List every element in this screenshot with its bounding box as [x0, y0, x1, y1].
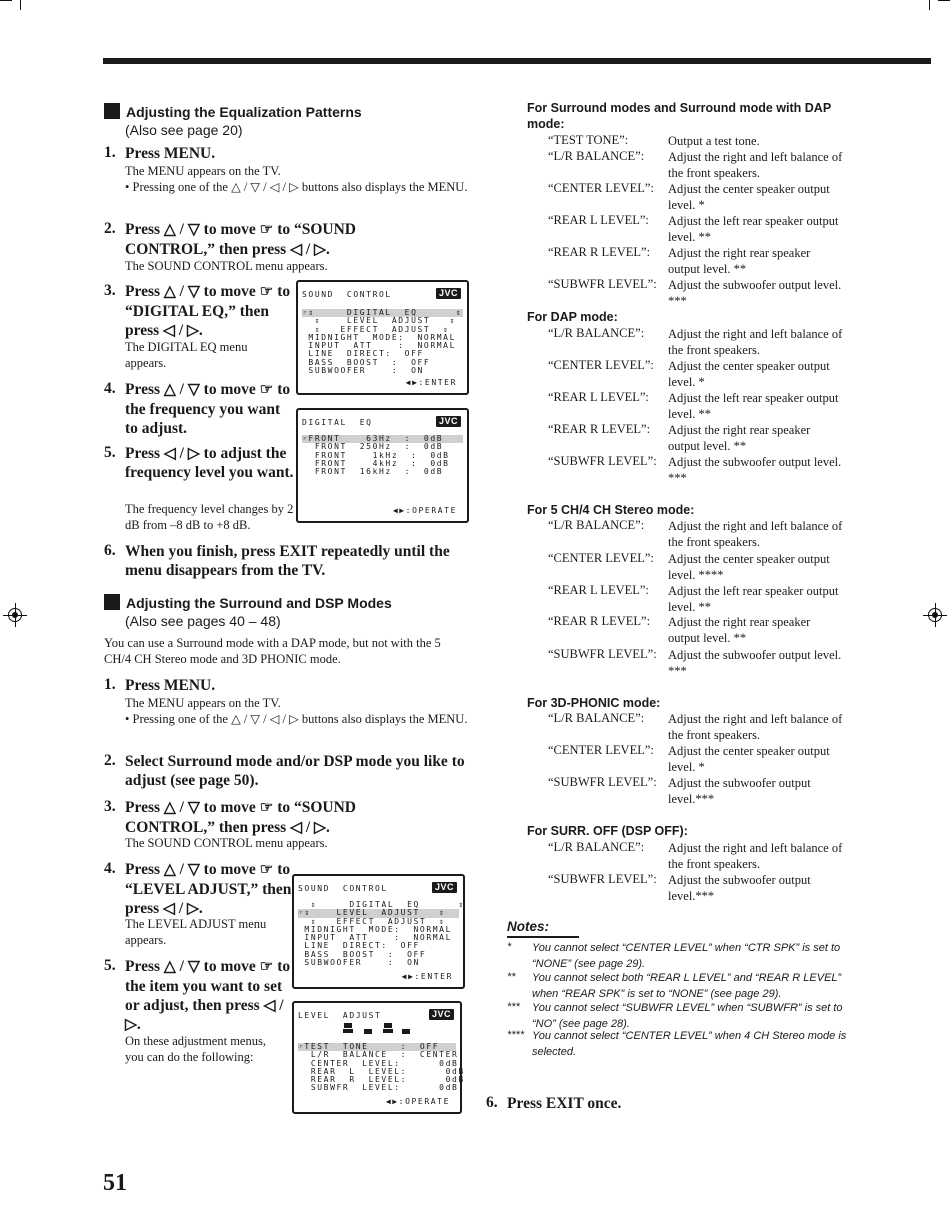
screen-row: MIDNIGHT MODE: NORMAL: [302, 332, 456, 342]
setting-label: “SUBWFR LEVEL”:: [548, 454, 657, 468]
setting-label: “REAR R LEVEL”:: [548, 245, 651, 259]
pointer-hand-icon: ☞: [259, 959, 274, 975]
setting-label: “TEST TONE”:: [548, 133, 629, 147]
screen-row: FRONT 1kHz : 0dB: [302, 450, 450, 460]
screen-rows: [298, 900, 465, 968]
screen-title: DIGITAL EQ: [302, 418, 373, 427]
setting-description: Adjust the center speaker output level. *: [668, 359, 830, 389]
top-rule: [103, 58, 931, 64]
setting-label: “REAR L LEVEL”:: [548, 213, 649, 227]
setting-description: Adjust the center speaker output level. *: [668, 744, 830, 774]
page-number: 51: [103, 1170, 127, 1196]
setting-label: “L/R BALANCE”:: [548, 326, 645, 340]
pointer-hand-icon: ☞: [259, 222, 274, 238]
screen-rows: [298, 1042, 465, 1093]
screen-row: L/R BALANCE : CENTER: [298, 1050, 459, 1060]
screen-row: LINE DIRECT: OFF: [302, 349, 424, 359]
surr-step-5-body: On these adjustment menus, you can do the following:: [125, 1034, 266, 1064]
pointer-hand-icon: ☞: [259, 382, 274, 398]
setting-description: Adjust the center speaker output level. *: [668, 182, 830, 212]
screen-row: INPUT ATT : NORMAL: [302, 341, 456, 351]
screen-row: SUBWOOFER : ON: [298, 958, 420, 968]
setting-label: “SUBWFR LEVEL”:: [548, 647, 657, 661]
setting-description: Adjust the right and left balance of the front speakers.: [668, 150, 843, 180]
jvc-logo: JVC: [436, 416, 461, 427]
surr-step-2-number: 2.: [104, 752, 116, 769]
mode-group-heading: For DAP mode:: [527, 310, 618, 324]
mode-group-heading: For SURR. OFF (DSP OFF):: [527, 824, 688, 838]
pointer-hand-icon: ☞: [259, 862, 274, 878]
screen-footer: ◀▶:OPERATE: [392, 506, 457, 515]
setting-label: “SUBWFR LEVEL”:: [548, 872, 657, 886]
setting-description: Adjust the left rear speaker output level. **: [668, 391, 839, 421]
jvc-logo: JVC: [429, 1009, 454, 1020]
setting-label: “CENTER LEVEL”:: [548, 358, 654, 372]
eq-step-2-body: The SOUND CONTROL menu appears.: [125, 259, 328, 273]
level-adjust-screen: [292, 1001, 465, 1114]
note-marker: **: [507, 971, 516, 983]
setting-description: Output a test tone.: [668, 134, 760, 148]
setting-label: “SUBWFR LEVEL”:: [548, 277, 657, 291]
screen-row: BASS BOOST : OFF: [298, 949, 427, 959]
eq-step-5-body: The frequency level changes by 2 dB from –8 dB to +8 dB.: [125, 502, 294, 532]
surr-step-3-body: The SOUND CONTROL menu appears.: [125, 836, 328, 850]
screen-title: LEVEL ADJUST: [298, 1011, 382, 1020]
eq-step-6-number: 6.: [104, 542, 116, 559]
right-step-6-title: Press EXIT once.: [507, 1095, 622, 1112]
setting-description: Adjust the subwoofer output level.***: [668, 776, 811, 806]
setting-description: Adjust the right and left balance of the front speakers.: [668, 712, 843, 742]
screen-footer: ◀▶:ENTER: [401, 972, 453, 981]
speaker-layout-icon: [338, 1021, 418, 1037]
screen-title: SOUND CONTROL: [298, 884, 388, 893]
screen-row: FRONT 4kHz : 0dB: [302, 458, 450, 468]
setting-label: “REAR L LEVEL”:: [548, 390, 649, 404]
screen-row: ⇕ EFFECT ADJUST ⇕: [302, 324, 450, 334]
eq-step-1-number: 1.: [104, 144, 116, 161]
sound-control-screen-2: [292, 874, 465, 989]
registration-mark-left-icon: [3, 603, 27, 627]
eq-step-5-number: 5.: [104, 444, 116, 461]
surround-intro: You can use a Surround mode with a DAP mode, but not with the 5 CH/4 CH Stereo mode and 3D PHONIC mode.: [104, 636, 441, 666]
setting-label: “L/R BALANCE”:: [548, 711, 645, 725]
setting-label: “CENTER LEVEL”:: [548, 181, 654, 195]
setting-label: “REAR L LEVEL”:: [548, 583, 649, 597]
setting-label: “CENTER LEVEL”:: [548, 743, 654, 757]
surr-step-4-title: Press △ / ▽ to move ☞ to “LEVEL ADJUST,” then press ◁ / ▷.: [125, 861, 292, 917]
setting-description: Adjust the left rear speaker output level. **: [668, 214, 839, 244]
sound-control-screen-1: [296, 280, 469, 395]
eq-step-3-body: The DIGITAL EQ menu appears.: [125, 340, 248, 370]
setting-label: “CENTER LEVEL”:: [548, 551, 654, 565]
surr-step-2-title: Select Surround mode and/or DSP mode you like to adjust (see page 50).: [125, 753, 465, 789]
eq-step-4-title: Press △ / ▽ to move ☞ to the frequency you want to adjust.: [125, 381, 291, 437]
setting-label: “L/R BALANCE”:: [548, 518, 645, 532]
surround-heading: Adjusting the Surround and DSP Modes: [104, 594, 392, 611]
screen-row: INPUT ATT : NORMAL: [298, 933, 452, 943]
eq-step-6-title: When you finish, press EXIT repeatedly until the menu disappears from the TV.: [125, 543, 450, 579]
eq-step-5-title: Press ◁ / ▷ to adjust the frequency level you want.: [125, 445, 294, 481]
setting-description: Adjust the right rear speaker output level. **: [668, 423, 811, 453]
notes-underline: [507, 936, 579, 938]
note-text: You cannot select “CENTER LEVEL” when “CTR SPK” is set to “NONE” (see page 29).: [532, 942, 841, 970]
eq-heading: Adjusting the Equalization Patterns: [104, 103, 362, 120]
setting-label: “L/R BALANCE”:: [548, 840, 645, 854]
eq-step-3-title: Press △ / ▽ to move ☞ to “DIGITAL EQ,” then press ◁ / ▷.: [125, 283, 291, 339]
eq-step-2-number: 2.: [104, 220, 116, 237]
surr-step-4-number: 4.: [104, 860, 116, 877]
screen-row: ⇕ DIGITAL EQ ⇕: [298, 900, 465, 909]
screen-row: SUBWOOFER : ON: [302, 366, 424, 376]
screen-row: REAR R LEVEL: 0dB: [298, 1075, 465, 1085]
crop-mark-top-left-v: [20, 0, 21, 10]
setting-label: “REAR R LEVEL”:: [548, 614, 651, 628]
screen-row: BASS BOOST : OFF: [302, 357, 431, 367]
eq-step-4-number: 4.: [104, 380, 116, 397]
pointer-hand-icon: ☞: [259, 284, 274, 300]
setting-label: “L/R BALANCE”:: [548, 149, 645, 163]
screen-row: CENTER LEVEL: 0dB: [298, 1058, 459, 1068]
right-step-6-number: 6.: [486, 1094, 498, 1111]
crop-mark-top-right-v: [929, 0, 930, 10]
heading-square-icon: [104, 103, 120, 119]
eq-step-1-bullet: • Pressing one of the △ / ▽ / ◁ / ▷ buttons also displays the MENU.: [125, 180, 468, 194]
screen-row: MIDNIGHT MODE: NORMAL: [298, 924, 452, 934]
setting-description: Adjust the right and left balance of the front speakers.: [668, 327, 843, 357]
screen-row: ⇕ LEVEL ADJUST ⇕: [302, 316, 456, 326]
registration-mark-right-icon: [923, 603, 947, 627]
heading-square-icon: [104, 594, 120, 610]
setting-description: Adjust the subwoofer output level. ***: [668, 278, 842, 308]
screen-row: REAR L LEVEL: 0dB: [298, 1066, 465, 1076]
surr-step-1-bullet: • Pressing one of the △ / ▽ / ◁ / ▷ buttons also displays the MENU.: [125, 712, 468, 726]
setting-description: Adjust the right and left balance of the front speakers.: [668, 841, 843, 871]
eq-step-3-number: 3.: [104, 282, 116, 299]
screen-footer: ◀▶:OPERATE: [385, 1097, 450, 1106]
setting-description: Adjust the subwoofer output level. ***: [668, 455, 842, 485]
surr-step-5-title: Press △ / ▽ to move ☞ to the item you want to set or adjust, then press ◁ / ▷.: [125, 958, 291, 1033]
screen-row: ☞TEST TONE : OFF: [298, 1043, 456, 1051]
setting-description: Adjust the left rear speaker output level. **: [668, 584, 839, 614]
setting-label: “SUBWFR LEVEL”:: [548, 775, 657, 789]
surr-step-1-title: Press MENU.: [125, 677, 216, 694]
surr-step-1-body: The MENU appears on the TV.: [125, 696, 281, 710]
screen-row: ☞⇕ LEVEL ADJUST ⇕: [298, 909, 459, 917]
setting-description: Adjust the subwoofer output level.***: [668, 873, 811, 903]
eq-step-1-body: The MENU appears on the TV.: [125, 164, 281, 178]
surr-step-4-body: The LEVEL ADJUST menu appears.: [125, 917, 267, 947]
crop-mark-top-right: [938, 0, 950, 1]
note-text: You cannot select both “REAR L LEVEL” and “REAR R LEVEL” when “REAR SPK” is set to “NONE” (see page 29).: [532, 972, 842, 1000]
screen-row: ☞⇕ DIGITAL EQ ⇕: [302, 308, 463, 317]
notes-heading: Notes:: [507, 919, 550, 934]
eq-step-2-title: Press △ / ▽ to move ☞ to “SOUND CONTROL,” then press ◁ / ▷.: [125, 221, 356, 258]
setting-description: Adjust the subwoofer output level. ***: [668, 648, 842, 678]
digital-eq-screen: [296, 408, 469, 523]
note-marker: ***: [507, 1001, 520, 1013]
eq-step-1-title: Press MENU.: [125, 145, 216, 162]
note-marker: ****: [507, 1029, 525, 1041]
surr-step-5-number: 5.: [104, 957, 116, 974]
setting-description: Adjust the center speaker output level. ****: [668, 552, 830, 582]
mode-group-heading: For 5 CH/4 CH Stereo mode:: [527, 503, 695, 517]
crop-mark-top-left: [0, 0, 12, 1]
mode-group-heading: For 3D-PHONIC mode:: [527, 696, 661, 710]
screen-rows: [302, 435, 463, 476]
screen-row: FRONT 16kHz : 0dB: [302, 467, 444, 477]
surr-step-3-number: 3.: [104, 798, 116, 815]
screen-title: SOUND CONTROL: [302, 290, 392, 299]
setting-description: Adjust the right rear speaker output level. **: [668, 246, 811, 276]
screen-row: FRONT 250Hz : 0dB: [302, 442, 444, 452]
screen-row: ☞FRONT 63Hz : 0dB: [302, 435, 463, 443]
screen-footer: ◀▶:ENTER: [405, 378, 457, 387]
setting-description: Adjust the right and left balance of the front speakers.: [668, 519, 843, 549]
screen-row: ⇕ EFFECT ADJUST ⇕: [298, 916, 446, 926]
pointer-hand-icon: ☞: [259, 800, 274, 816]
jvc-logo: JVC: [436, 288, 461, 299]
setting-label: “REAR R LEVEL”:: [548, 422, 651, 436]
setting-description: Adjust the right rear speaker output level. **: [668, 615, 811, 645]
screen-row: LINE DIRECT: OFF: [298, 941, 420, 951]
note-text: You cannot select “CENTER LEVEL” when 4 CH Stereo mode is selected.: [532, 1030, 847, 1058]
note-text: You cannot select “SUBWFR LEVEL” when “SUBWFR” is set to “NO” (see page 28).: [532, 1002, 843, 1030]
mode-group-heading: For Surround modes and Surround mode with DAP mode:: [527, 101, 831, 131]
surr-step-1-number: 1.: [104, 676, 116, 693]
surr-step-3-title: Press △ / ▽ to move ☞ to “SOUND CONTROL,” then press ◁ / ▷.: [125, 799, 356, 836]
note-marker: *: [507, 941, 512, 953]
jvc-logo: JVC: [432, 882, 457, 893]
eq-subheading: (Also see page 20): [125, 122, 243, 138]
screen-row: SUBWFR LEVEL: 0dB: [298, 1083, 459, 1093]
screen-rows: [302, 309, 463, 375]
surround-subheading: (Also see pages 40 – 48): [125, 613, 281, 629]
